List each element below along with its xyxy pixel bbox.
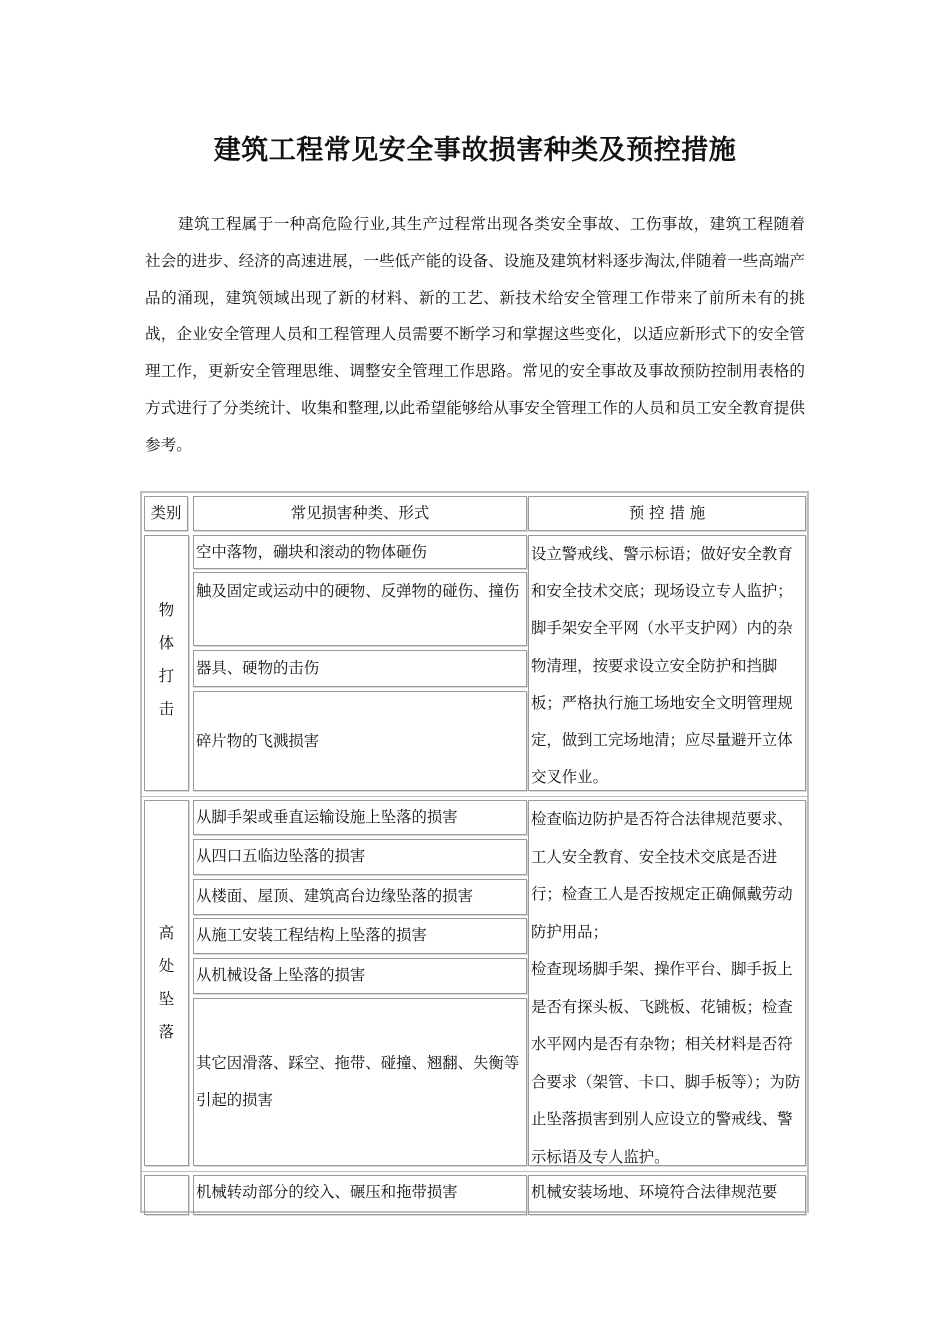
hazard-item: 从四口五临边坠落的损害 [193, 839, 527, 875]
hazard-item: 从脚手架或垂直运输设施上坠落的损害 [193, 800, 527, 835]
hazard-item: 从楼面、屋顶、建筑高台边缘坠落的损害 [193, 879, 527, 915]
hazard-table [140, 491, 809, 1213]
header-hazard-type: 常见损害种类、形式 [193, 496, 527, 531]
group-separator [142, 796, 807, 797]
category-cell [144, 1175, 189, 1215]
hazard-item: 从施工安装工程结构上坠落的损害 [193, 918, 527, 954]
measures-cell: 设立警戒线、警示标语；做好安全教育和安全技术交底；现场设立专人监护；脚手架安全平网（水平支护网）内的杂物清理，按要求设立安全防护和挡脚板；严格执行施工场地安全文明管理规定，做到工完场地清；应尽量避开立体交叉作业。 [528, 535, 806, 791]
document-title: 建筑工程常见安全事故损害种类及预控措施 [213, 135, 737, 166]
measures-cell: 机械安装场地、环境符合法律规范要 [528, 1175, 806, 1215]
measures-cell: 检查临边防护是否符合法律规范要求、工人安全教育、安全技术交底是否进行；检查工人是否按规定正确佩戴劳动防护用品； 检查现场脚手架、操作平台、脚手扳上是否有探头板、飞跳板、花铺板；检查水平网内是否有杂物；相关材料是否符合要求（架管、卡口、脚手板等）；为防止坠落损害到别人应设立的警戒线、警示标语及专人监护。 [528, 800, 806, 1166]
hazard-item: 从机械设备上坠落的损害 [193, 958, 527, 994]
hazard-item: 空中落物，磞块和滚动的物体砸伤 [193, 535, 527, 569]
hazard-item: 器具、硬物的击伤 [193, 650, 527, 687]
hazard-item: 触及固定或运动中的硬物、反弹物的碰伤、撞伤 [193, 572, 527, 646]
category-struck-by-object: 物 体 打 击 [144, 535, 189, 791]
header-measures: 预 控 措 施 [528, 496, 806, 531]
hazard-item: 其它因滑落、踩空、拖带、碰撞、翘翻、失衡等引起的损害 [193, 998, 527, 1166]
header-category: 类别 [144, 496, 188, 531]
hazard-item: 碎片物的飞溅损害 [193, 691, 527, 791]
category-fall-from-height: 高 处 坠 落 [144, 800, 189, 1166]
intro-paragraph: 建筑工程属于一种高危险行业,其生产过程常出现各类安全事故、工伤事故，建筑工程随着社会的进步、经济的高速进展，一些低产能的设备、设施及建筑材料逐步淘汰,伴随着一些高端产品的涌现，建筑领域出现了新的材料、新的工艺、新技术给安全管理工作带来了前所未有的挑战，企业安全管理人员和工程管理人员需要不断学习和掌握这些变化，以适应新形式下的安全管理工作，更新安全管理思维、调整安全管理工作思路。常见的安全事故及事故预防控制用表格的方式进行了分类统计、收集和整理,以此希望能够给从事安全管理工作的人员和员工安全教育提供参考。 [145, 215, 805, 454]
group-separator [142, 1171, 807, 1172]
hazard-item: 机械转动部分的绞入、碾压和拖带损害 [193, 1175, 527, 1215]
